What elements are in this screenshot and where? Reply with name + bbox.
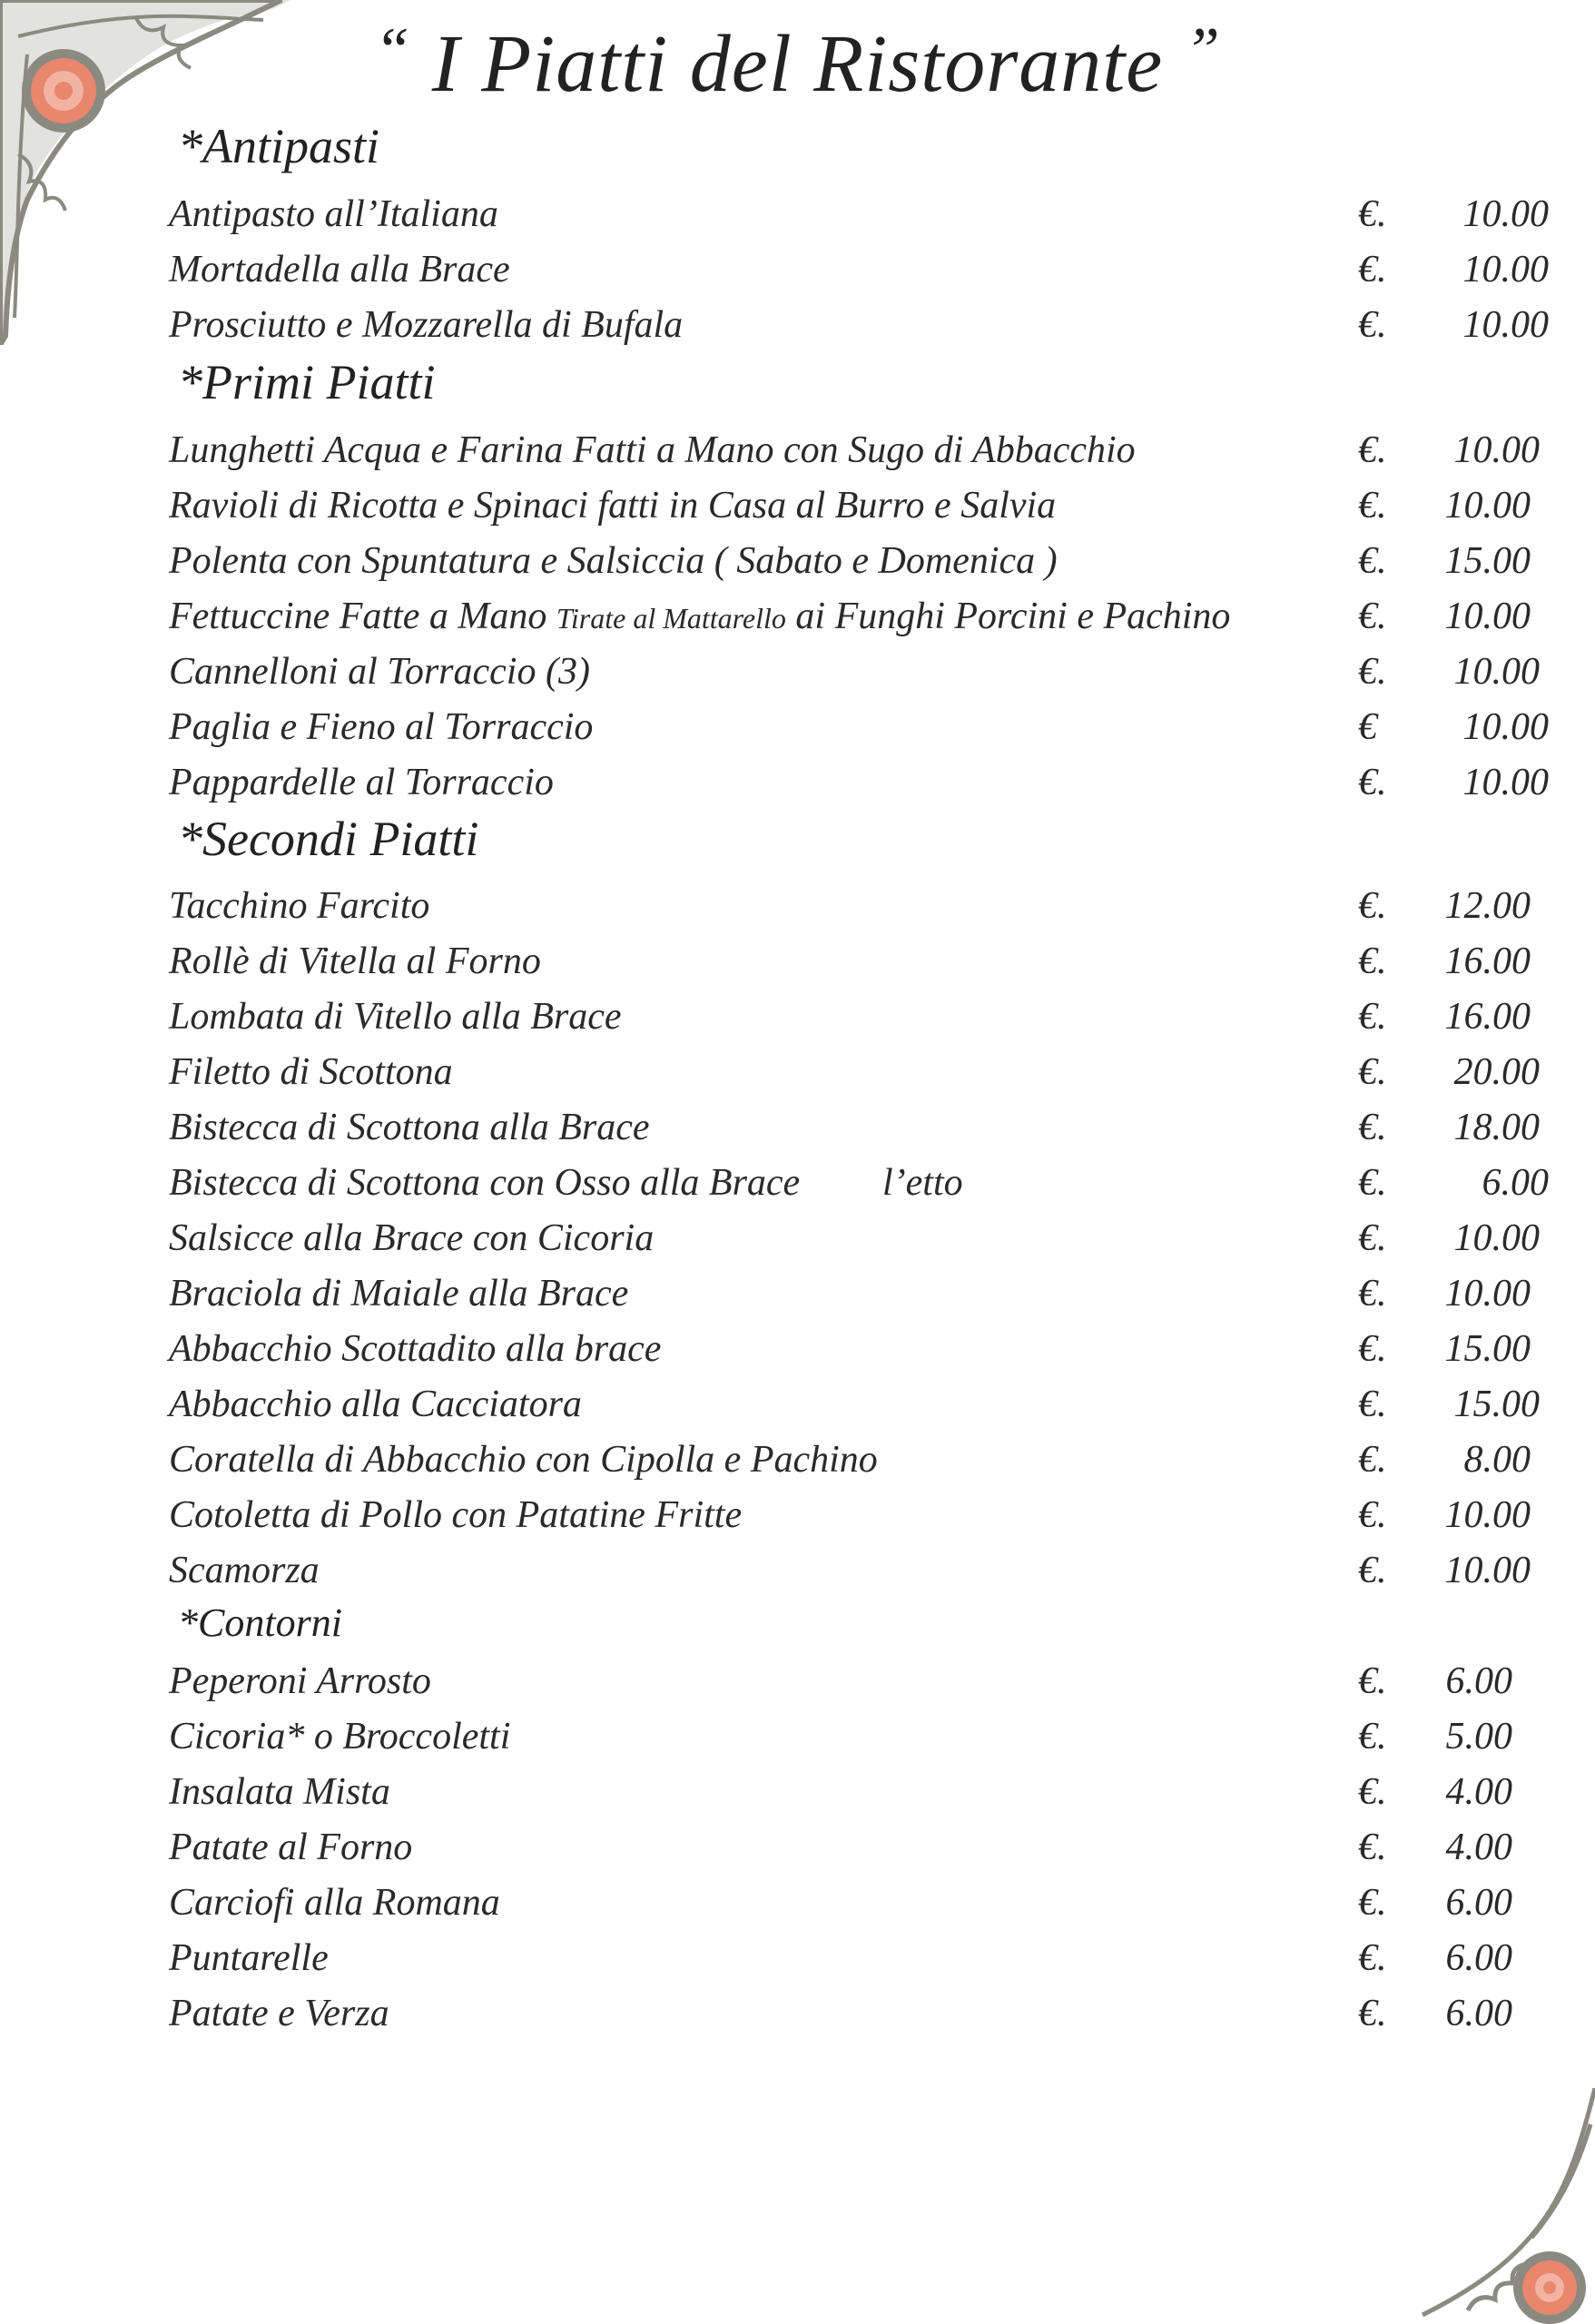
item-name: Mortadella alla Brace [169, 249, 510, 290]
currency-symbol: €. [1358, 1716, 1387, 1758]
currency-symbol: €. [1358, 1051, 1387, 1093]
item-name: Patate e Verza [169, 1993, 389, 2034]
item-price: 4.00 [1445, 1827, 1512, 1868]
currency-symbol: €. [1358, 1993, 1387, 2034]
item-price: 4.00 [1445, 1771, 1512, 1813]
item-price: 10.00 [1444, 1494, 1531, 1536]
section-heading-primi: *Primi Piatti [178, 355, 436, 409]
item-name: Braciola di Maiale alla Brace [169, 1273, 629, 1315]
currency-symbol: €. [1358, 429, 1387, 471]
item-price: 20.00 [1453, 1051, 1540, 1093]
item-price: 10.00 [1453, 429, 1540, 471]
item-price: 10.00 [1462, 762, 1549, 803]
currency-symbol: € [1358, 706, 1377, 748]
menu-item [169, 187, 1549, 241]
currency-symbol: €. [1358, 940, 1387, 982]
currency-symbol: €. [1358, 249, 1387, 290]
menu-item [169, 1322, 1549, 1376]
item-name: Patate al Forno [169, 1827, 413, 1868]
menu-item [169, 1654, 1549, 1709]
currency-symbol: €. [1358, 1882, 1387, 1924]
menu-item [169, 1543, 1549, 1598]
currency-symbol: €. [1358, 540, 1387, 582]
item-price: 6.00 [1445, 1882, 1512, 1924]
item-name: Tacchino Farcito [169, 885, 430, 927]
item-name: Scamorza [169, 1550, 320, 1591]
item-name-part2: ai Funghi Porcini e Pachino [785, 596, 1231, 637]
item-price: 15.00 [1444, 540, 1531, 582]
currency-symbol: €. [1358, 1162, 1387, 1204]
section-heading-secondi: *Secondi Piatti [178, 812, 479, 866]
item-price: 8.00 [1463, 1439, 1531, 1481]
item-name: Puntarelle [169, 1937, 329, 1979]
currency-symbol: €. [1358, 1827, 1387, 1868]
currency-symbol: €. [1358, 1439, 1387, 1481]
currency-symbol: €. [1358, 651, 1387, 693]
item-name: Filetto di Scottona [169, 1051, 453, 1093]
menu-item [169, 1931, 1549, 1985]
item-price: 5.00 [1445, 1716, 1512, 1758]
item-price: 6.00 [1482, 1162, 1549, 1204]
menu-item [169, 755, 1549, 810]
item-price: 10.00 [1444, 1550, 1531, 1591]
menu-item [169, 1876, 1549, 1930]
item-price: 10.00 [1444, 1273, 1531, 1315]
menu-item [169, 1433, 1549, 1487]
item-price: 18.00 [1453, 1107, 1540, 1148]
item-name: Cicoria* o Broccoletti [169, 1716, 511, 1758]
currency-symbol: €. [1358, 885, 1387, 927]
item-name: Carciofi alla Romana [169, 1882, 500, 1924]
item-name: Prosciutto e Mozzarella di Bufala [169, 304, 684, 346]
item-name: Polenta con Spuntatura e Salsiccia ( Sabato e Domenica ) [169, 540, 1058, 582]
item-price: 10.00 [1444, 485, 1531, 527]
menu-item [169, 879, 1549, 933]
item-name: Paglia e Fieno al Torraccio [169, 706, 594, 748]
item-name: Rollè di Vitella al Forno [169, 940, 541, 982]
item-price: 6.00 [1445, 1660, 1512, 1702]
item-name: Abbacchio Scottadito alla brace [169, 1328, 662, 1370]
menu-item [169, 534, 1549, 588]
item-price: 15.00 [1444, 1328, 1531, 1370]
menu-item [169, 1045, 1549, 1099]
item-price: 6.00 [1445, 1937, 1512, 1979]
currency-symbol: €. [1358, 1217, 1387, 1259]
menu-item [169, 934, 1549, 989]
title-open-quote: “ [374, 15, 411, 85]
currency-symbol: €. [1358, 1273, 1387, 1315]
item-price: 10.00 [1444, 596, 1531, 637]
currency-symbol: €. [1358, 304, 1387, 346]
title-close-quote: ” [1184, 15, 1221, 85]
menu-item [169, 645, 1549, 699]
currency-symbol: €. [1358, 1771, 1387, 1813]
item-price: 6.00 [1445, 1993, 1512, 2034]
menu-item [169, 1266, 1549, 1321]
item-name: Lunghetti Acqua e Farina Fatti a Mano con Sugo di Abbacchio [169, 429, 1136, 471]
currency-symbol: €. [1358, 996, 1387, 1038]
item-name: Cotoletta di Pollo con Patatine Fritte [169, 1494, 743, 1536]
menu-item [169, 700, 1549, 754]
currency-symbol: €. [1358, 485, 1387, 527]
item-name: Lombata di Vitello alla Brace [169, 996, 622, 1038]
item-name: Antipasto all’Italiana [169, 193, 498, 235]
item-price: 12.00 [1444, 885, 1531, 927]
menu-item [169, 1986, 1549, 2041]
currency-symbol: €. [1358, 193, 1387, 235]
corner-ornament-bottom-right [1413, 2088, 1595, 2324]
menu-item [169, 1488, 1549, 1542]
section-heading-contorni: *Contorni [178, 1600, 342, 1645]
currency-symbol: €. [1358, 762, 1387, 803]
menu-item [169, 242, 1549, 297]
menu-item [169, 589, 1549, 644]
currency-symbol: €. [1358, 1660, 1387, 1702]
item-price: 10.00 [1462, 193, 1549, 235]
menu-item [169, 1100, 1549, 1155]
menu-item [169, 1709, 1549, 1764]
menu-item [169, 1156, 1549, 1210]
menu-item [169, 298, 1549, 352]
menu-item [169, 478, 1549, 533]
item-name: Salsicce alla Brace con Cicoria [169, 1217, 655, 1259]
item-price: 15.00 [1453, 1384, 1540, 1425]
section-heading-antipasti: *Antipasti [178, 119, 380, 173]
item-price: 16.00 [1444, 940, 1531, 982]
menu-item [169, 1765, 1549, 1819]
item-price: 10.00 [1462, 706, 1549, 748]
title-text: I Piatti del Ristorante [431, 19, 1164, 109]
menu-item [169, 423, 1549, 478]
currency-symbol: €. [1358, 596, 1387, 637]
item-name: Ravioli di Ricotta e Spinaci fatti in Casa al Burro e Salvia [169, 485, 1057, 527]
item-name: Peperoni Arrosto [169, 1660, 431, 1702]
item-price: 10.00 [1453, 651, 1540, 693]
item-name: Abbacchio alla Cacciatora [169, 1384, 582, 1425]
currency-symbol: €. [1358, 1937, 1387, 1979]
currency-symbol: €. [1358, 1384, 1387, 1425]
currency-symbol: €. [1358, 1107, 1387, 1148]
item-name: Insalata Mista [169, 1771, 390, 1813]
item-name [169, 589, 1230, 645]
item-name: Bistecca di Scottona alla Brace [169, 1107, 650, 1148]
menu-item [169, 990, 1549, 1044]
page-title [0, 15, 1595, 111]
item-name: Coratella di Abbacchio con Cipolla e Pachino [169, 1439, 878, 1481]
item-name-small: Tirate al Mattarello [556, 602, 786, 635]
currency-symbol: €. [1358, 1550, 1387, 1591]
item-unit-note: l’etto [882, 1162, 963, 1204]
item-price: 10.00 [1453, 1217, 1540, 1259]
item-price: 16.00 [1444, 996, 1531, 1038]
item-name: Pappardelle al Torraccio [169, 762, 554, 803]
item-name: Bistecca di Scottona con Osso alla Brace [169, 1162, 801, 1204]
item-name: Cannelloni al Torraccio (3) [169, 651, 590, 693]
currency-symbol: €. [1358, 1328, 1387, 1370]
item-price: 10.00 [1462, 249, 1549, 290]
item-name-part1: Fettuccine Fatte a Mano [169, 596, 556, 637]
menu-item [169, 1211, 1549, 1265]
menu-item [169, 1377, 1549, 1432]
currency-symbol: €. [1358, 1494, 1387, 1536]
item-price: 10.00 [1462, 304, 1549, 346]
menu-item [169, 1820, 1549, 1875]
